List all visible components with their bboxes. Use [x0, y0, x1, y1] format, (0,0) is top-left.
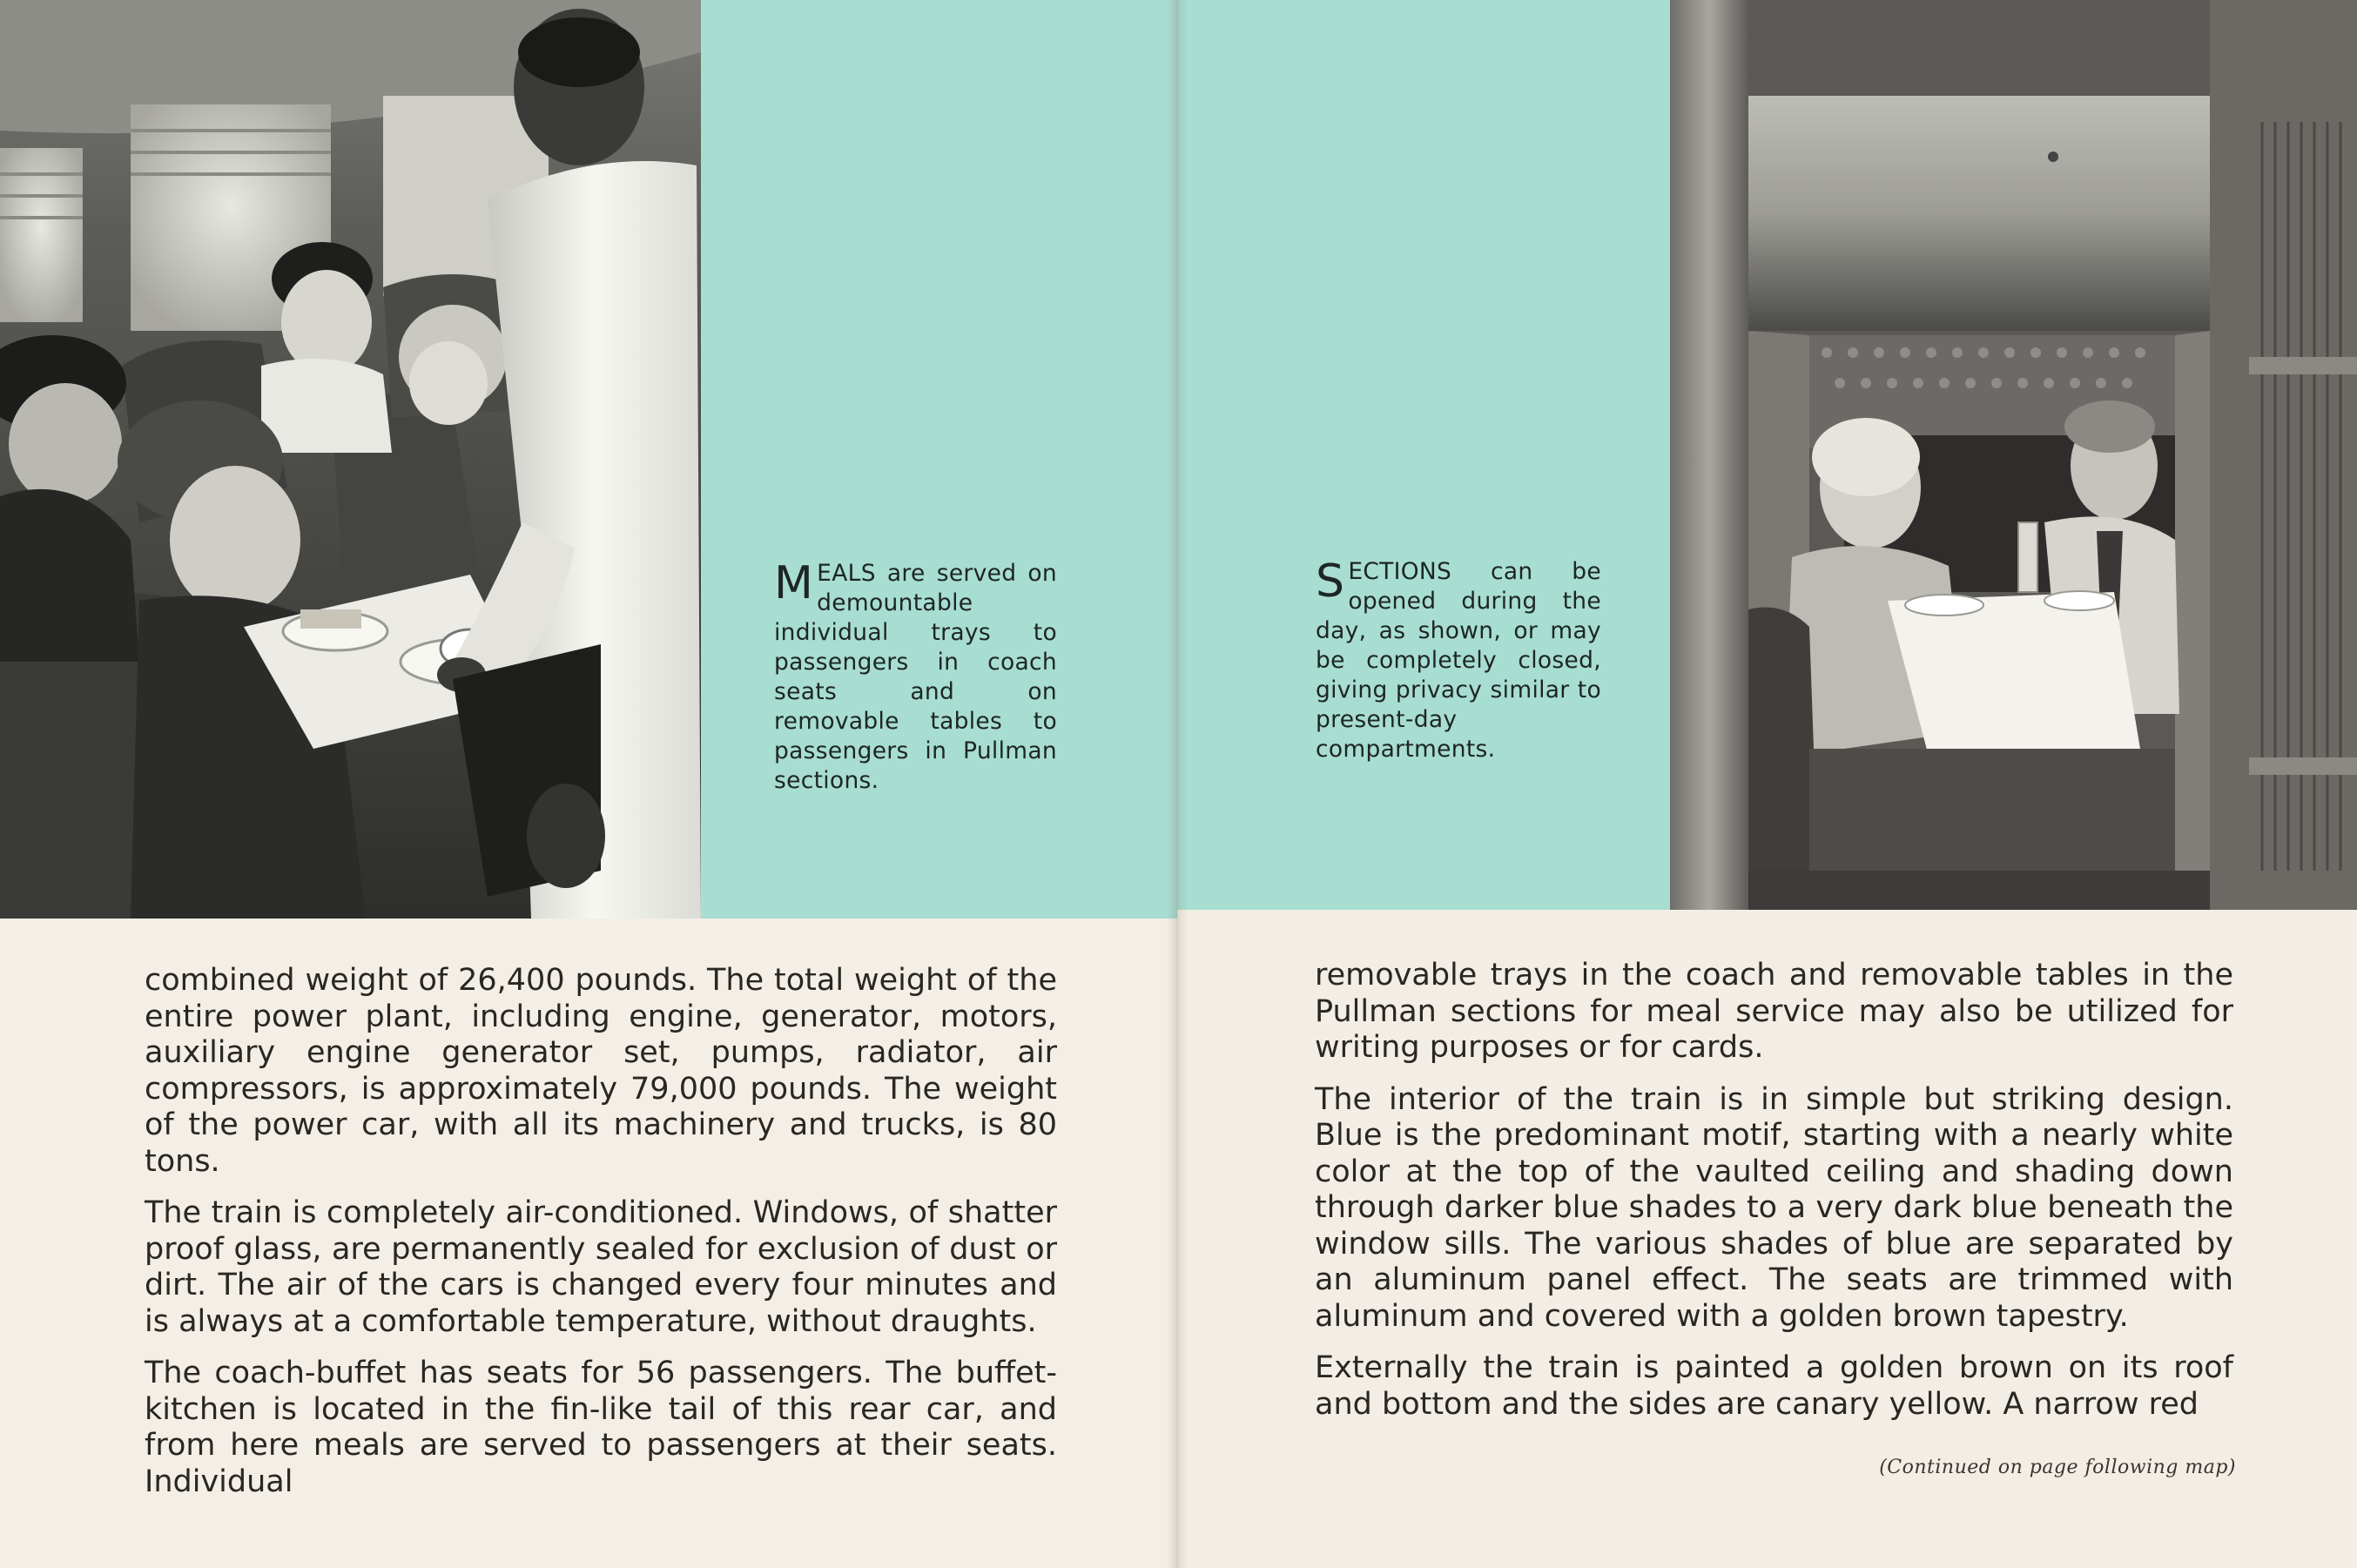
left-paragraph: combined weight of 26,400 pounds. The total weight of the entire power plant, including engine, generator, motors, auxiliary engine generator set, pumps, radiator, air compressors, is approximately 79,000 pounds. The weight of the power car, with all its machinery and trucks, is 80 tons. — [145, 963, 1057, 1179]
sections-caption — [1316, 557, 1601, 764]
pullman-dining-photo-icon — [1670, 0, 2357, 910]
page-gutter — [1167, 0, 1188, 1568]
continued-note: (Continued on page following map) — [1879, 1457, 2236, 1478]
meals-caption-text: EALS are served on demountable individual trays to passengers in coach seats and on removable tables to passengers in Pullman sections. — [774, 560, 1057, 794]
left-body-text — [145, 963, 1057, 1516]
right-body-text — [1315, 958, 2233, 1438]
sections-dropcap: S — [1316, 555, 1345, 608]
left-paragraph: The coach-buffet has seats for 56 passengers. The buffet-kitchen is located in the fin-like tail of this rear car, and from here meals are served to passengers at their seats. Individual — [145, 1356, 1057, 1499]
right-paragraph: removable trays in the coach and removable tables in the Pullman sections for meal service may also be utilized for writing purposes or for cards. — [1315, 958, 2233, 1065]
meals-caption — [774, 559, 1057, 796]
sections-caption-text: ECTIONS can be opened during the day, as shown, or may be completely closed, giving privacy similar to present-day compartments. — [1316, 558, 1601, 763]
photo-pullman-section — [1670, 0, 2357, 910]
meals-dropcap: M — [774, 557, 814, 609]
right-paragraph: The interior of the train is in simple but striking design. Blue is the predominant motif, starting with a nearly white color at the top of the vaulted ceiling and shading down through darker blue shades to a very dark blue beneath the window sills. The various shades of blue are separated by an aluminum panel effect. The seats are trimmed with aluminum and covered with a golden brown tapestry. — [1315, 1081, 2233, 1334]
right-paragraph: Externally the train is painted a golden brown on its roof and bottom and the sides are canary yellow. A narrow red — [1315, 1350, 2233, 1422]
photo-meal-service — [0, 0, 701, 919]
coach-meal-photo-icon — [0, 0, 701, 919]
caption-panel-right — [1177, 0, 1670, 910]
left-paragraph: The train is completely air-conditioned. Windows, of shatter proof glass, are permanently sealed for exclusion of dust or dirt. The air of the cars is changed every four minutes and is always at a comfortable temperature, without draughts. — [145, 1195, 1057, 1339]
